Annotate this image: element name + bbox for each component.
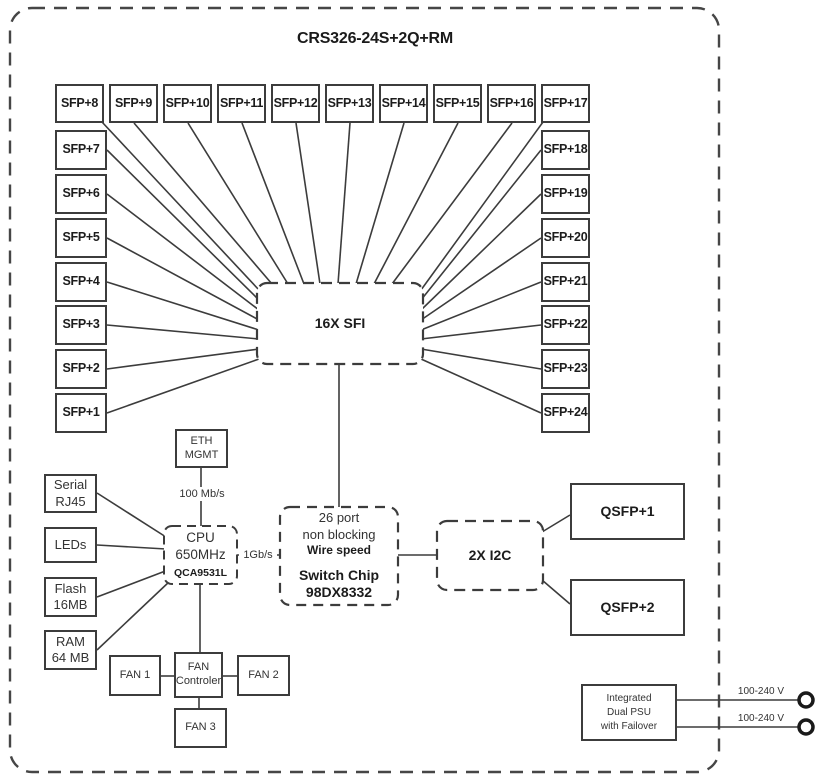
sfp-port-13-box: SFP+13 <box>325 84 374 123</box>
sfi-block-label: 16X SFI <box>314 314 366 331</box>
switch-chip-block <box>280 507 398 605</box>
sfp-port-9-box: SFP+9 <box>109 84 158 123</box>
link-label-100mbs: 100 Mb/s <box>171 487 233 501</box>
psu-terminal-2-icon <box>799 720 813 734</box>
fan-controller-line1: FAN <box>187 661 210 674</box>
fan-2-box: FAN 2 <box>237 655 290 696</box>
sfp-port-19-box: SFP+19 <box>541 174 590 214</box>
sfp-port-20-box: SFP+20 <box>541 218 590 258</box>
flash-line1: Flash <box>54 580 87 596</box>
switch-chip-line1: 26 port <box>318 510 360 526</box>
psu-terminal-1-icon <box>799 693 813 707</box>
psu-line3: with Failover <box>600 720 658 732</box>
serial-line2: RJ45 <box>55 493 86 509</box>
psu-input-2-voltage-label: 100-240 V <box>737 713 785 724</box>
cpu-block <box>164 526 237 584</box>
sfp-port-1-box: SFP+1 <box>55 393 107 433</box>
serial-rj45-box <box>44 474 97 513</box>
sfp-port-22-box: SFP+22 <box>541 305 590 345</box>
sfp-port-11-box: SFP+11 <box>217 84 266 123</box>
ram-line2: 64 MB <box>51 650 90 665</box>
sfp-port-8-box: SFP+8 <box>55 84 104 123</box>
fan-1-box: FAN 1 <box>109 655 161 696</box>
sfp-port-2-box: SFP+2 <box>55 349 107 389</box>
switch-chip-line3: Wire speed <box>307 542 371 557</box>
sfp-port-17-box: SFP+17 <box>541 84 590 123</box>
fan-3-box: FAN 3 <box>174 708 227 748</box>
fan-controller-box <box>174 652 223 698</box>
i2c-block-label: 2X I2C <box>468 546 512 563</box>
cpu-chip-model: QCA9531L <box>173 566 228 579</box>
sfp-port-23-box: SFP+23 <box>541 349 590 389</box>
psu-box <box>581 684 677 741</box>
sfp-port-24-box: SFP+24 <box>541 393 590 433</box>
sfp-port-12-box: SFP+12 <box>271 84 320 123</box>
link-label-1gbs: 1Gb/s <box>239 548 277 562</box>
sfp-port-3-box: SFP+3 <box>55 305 107 345</box>
eth-mgmt-line1: ETH <box>190 434 213 447</box>
psu-input-1-voltage-label: 100-240 V <box>737 686 785 697</box>
qsfp-port-1-box: QSFP+1 <box>570 483 685 540</box>
sfp-port-16-box: SFP+16 <box>487 84 536 123</box>
sfp-port-7-box: SFP+7 <box>55 130 107 170</box>
eth-mgmt-line2: MGMT <box>184 448 219 461</box>
sfp-port-18-box: SFP+18 <box>541 130 590 170</box>
sfp-port-6-box: SFP+6 <box>55 174 107 214</box>
sfp-port-4-box: SFP+4 <box>55 262 107 302</box>
serial-line1: Serial <box>53 477 88 493</box>
switch-chip-line4: Switch Chip <box>298 566 380 583</box>
connector-lines <box>97 122 799 727</box>
psu-line1: Integrated <box>606 692 652 704</box>
switch-chip-line2: non blocking <box>302 526 376 542</box>
sfp-port-14-box: SFP+14 <box>379 84 428 123</box>
switch-chip-line5: 98DX8332 <box>305 584 373 601</box>
flash-line2: 16MB <box>53 597 88 612</box>
fan-controller-line2: Controler <box>175 675 222 687</box>
sfp-port-15-box: SFP+15 <box>433 84 482 123</box>
eth-mgmt-box <box>175 429 228 468</box>
flash-box <box>44 577 97 617</box>
sfp-port-5-box: SFP+5 <box>55 218 107 258</box>
sfp-port-10-box: SFP+10 <box>163 84 212 123</box>
ram-line1: RAM <box>56 633 85 649</box>
psu-line2: Dual PSU <box>607 706 651 718</box>
ram-box <box>44 630 97 670</box>
leds-box: LEDs <box>44 527 97 563</box>
cpu-clock: 650MHz <box>175 546 226 562</box>
cpu-name: CPU <box>186 530 215 546</box>
qsfp-port-2-box: QSFP+2 <box>570 579 685 636</box>
sfp-port-21-box: SFP+21 <box>541 262 590 302</box>
diagram-title: CRS326-24S+2Q+RM <box>297 30 453 47</box>
